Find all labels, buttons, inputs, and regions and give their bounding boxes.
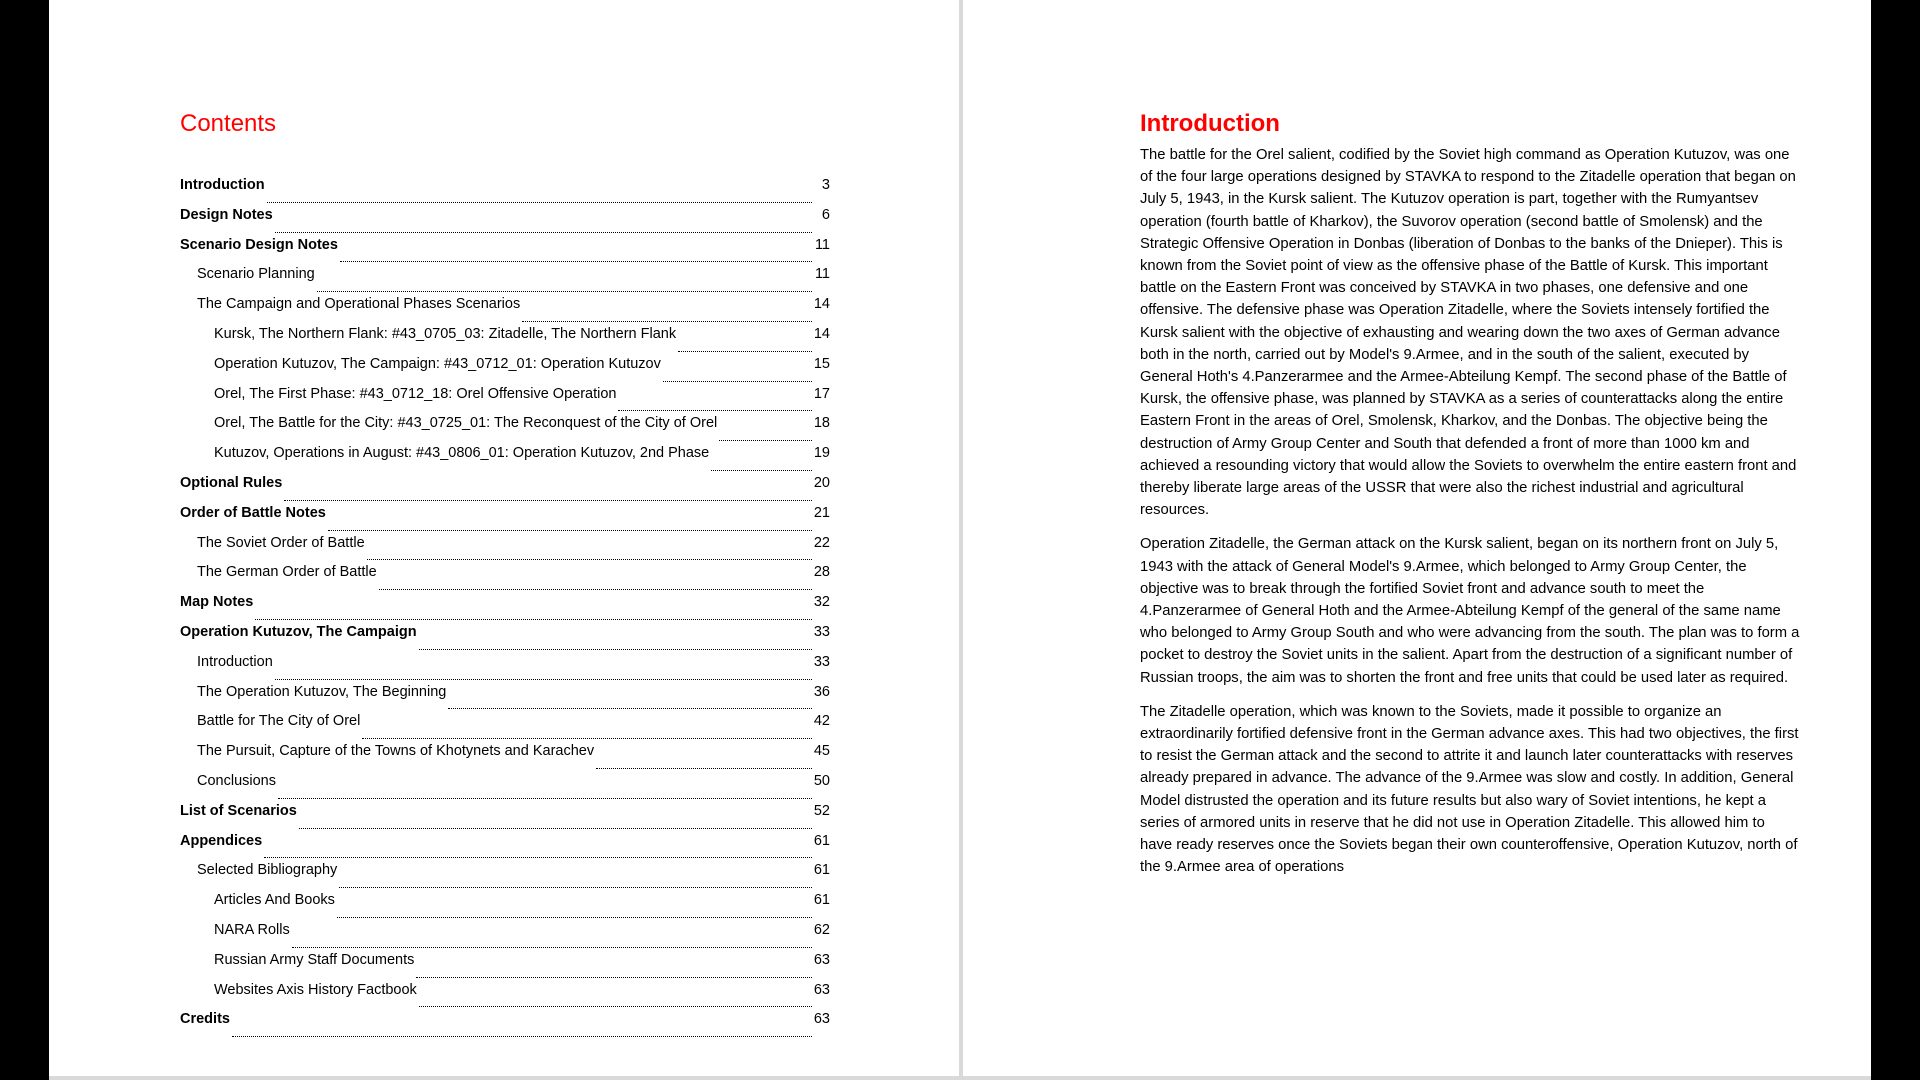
toc-entry-page: 61	[813, 892, 830, 909]
toc-leader-dots	[232, 1036, 812, 1037]
toc-entry-label: Websites Axis History Factbook	[214, 981, 417, 998]
page-introduction	[963, 0, 1871, 1076]
toc-entry[interactable]	[180, 505, 830, 535]
toc-leader-dots	[663, 381, 812, 382]
toc-entry-label: Optional Rules	[180, 474, 283, 491]
toc-entry-page: 63	[813, 951, 830, 968]
toc-leader-dots	[255, 619, 812, 620]
toc-entry[interactable]	[180, 535, 830, 565]
toc-entry-label: Battle for The City of Orel	[197, 713, 361, 730]
intro-paragraph: The Zitadelle operation, which was known to the Soviets, made it possible to organize an extraordinarily fortified defensive front in the German advance axes. This had two objectives, the first to resist the German attack and the second to attrite it and launch later counterattacks with reserves already prepared in advance. The advance of the 9.Armee was slow and costly. In addition, General Model distrusted the operation and its future results but also wary of Soviet intentions, he kept a series of armored units in reserve that he did not use in Operation Zitadelle. This allowed him to have ready reserves once the Soviets began their own counteroffensive, Operation Kutuzov, north of the 9.Armee area of operations	[1140, 703, 1799, 876]
toc-entry-page: 61	[813, 862, 830, 879]
intro-paragraph: Operation Zitadelle, the German attack on the Kursk salient, began on its northern front on July 5, 1943 with the attack of General Model's 9.Armee, which belonged to Army Group Center, the objective was to break through the fortified Soviet front and advance south to meet the 4.Panzerarmee of General Hoth and the Armee-Abteilung Kempf of the general of the same name who belonged to Army Group South and who were advancing from the south. The plan was to form a pocket to destroy the Soviet units in the salient. Apart from the destruction of a significant number of Russian troops, the aim was to shorten the front and free units that could be used later as required.	[1140, 536, 1800, 686]
toc-entry-page: 15	[813, 355, 830, 372]
page-contents	[49, 0, 959, 1076]
toc-entry-page: 28	[813, 564, 830, 581]
toc-entry[interactable]	[180, 892, 830, 922]
toc-entry-label: The Pursuit, Capture of the Towns of Khotynets and Karachev	[197, 743, 595, 760]
toc-entry[interactable]	[180, 743, 830, 773]
table-of-contents	[180, 177, 830, 1041]
toc-leader-dots	[339, 887, 812, 888]
toc-entry[interactable]	[180, 475, 830, 505]
toc-entry[interactable]	[180, 922, 830, 952]
intro-heading: Introduction	[1140, 110, 1280, 137]
toc-entry-page: 14	[813, 296, 830, 313]
toc-leader-dots	[618, 410, 811, 411]
toc-entry-label: Operation Kutuzov, The Campaign: #43_0712_01: Operation Kutuzov	[214, 355, 661, 372]
toc-leader-dots	[337, 917, 812, 918]
toc-entry[interactable]	[180, 833, 830, 863]
toc-entry-label: Credits	[180, 1011, 230, 1028]
toc-entry-page: 63	[813, 981, 830, 998]
document-viewport[interactable]	[49, 0, 1871, 1080]
toc-leader-dots	[719, 440, 812, 441]
toc-entry-label: Conclusions	[197, 772, 276, 789]
toc-entry-page: 61	[813, 832, 830, 849]
toc-entry[interactable]	[180, 326, 830, 356]
toc-entry-label: Kursk, The Northern Flank: #43_0705_03: Zitadelle, The Northern Flank	[214, 325, 677, 342]
intro-body	[1140, 144, 1800, 891]
toc-entry-label: Selected Bibliography	[197, 862, 338, 879]
toc-leader-dots	[379, 589, 812, 590]
toc-entry[interactable]	[180, 684, 830, 714]
toc-entry[interactable]	[180, 624, 830, 654]
toc-entry-page: 33	[813, 653, 830, 670]
toc-leader-dots	[522, 321, 812, 322]
toc-entry[interactable]	[180, 1011, 830, 1041]
toc-entry-page: 19	[813, 445, 830, 462]
toc-entry-page: 52	[813, 802, 830, 819]
toc-entry-page: 22	[813, 534, 830, 551]
toc-entry-page: 17	[813, 385, 830, 402]
toc-leader-dots	[292, 947, 812, 948]
toc-entry[interactable]	[180, 982, 830, 1012]
toc-entry-label: The Soviet Order of Battle	[197, 534, 365, 551]
toc-leader-dots	[362, 738, 812, 739]
toc-entry-page: 14	[813, 325, 830, 342]
toc-entry[interactable]	[180, 713, 830, 743]
toc-leader-dots	[340, 261, 812, 262]
toc-entry-label: List of Scenarios	[180, 802, 297, 819]
toc-entry-page: 63	[813, 1011, 830, 1028]
toc-entry-page: 20	[813, 474, 830, 491]
toc-entry-page: 50	[813, 772, 830, 789]
toc-entry[interactable]	[180, 415, 830, 445]
toc-entry-label: Orel, The First Phase: #43_0712_18: Orel Offensive Operation	[214, 385, 617, 402]
toc-entry-label: Articles And Books	[214, 892, 335, 909]
toc-entry-label: Scenario Planning	[197, 266, 315, 283]
toc-entry-page: 11	[814, 266, 830, 283]
toc-entry-label: Scenario Design Notes	[180, 236, 338, 253]
toc-leader-dots	[267, 202, 812, 203]
toc-entry-label: Design Notes	[180, 206, 273, 223]
toc-entry-label: Appendices	[180, 832, 263, 849]
toc-entry[interactable]	[180, 952, 830, 982]
toc-entry[interactable]	[180, 803, 830, 833]
toc-entry-page: 18	[813, 415, 830, 432]
toc-leader-dots	[419, 1006, 812, 1007]
toc-entry[interactable]	[180, 237, 830, 267]
toc-leader-dots	[416, 977, 811, 978]
toc-entry[interactable]	[180, 654, 830, 684]
toc-entry-page: 21	[813, 504, 830, 521]
toc-entry-label: The Operation Kutuzov, The Beginning	[197, 683, 447, 700]
toc-entry-label: Orel, The Battle for the City: #43_0725_01: The Reconquest of the City of Orel	[214, 415, 718, 432]
toc-entry-label: Operation Kutuzov, The Campaign	[180, 623, 417, 640]
toc-leader-dots	[284, 500, 812, 501]
toc-entry-page: 42	[813, 713, 830, 730]
toc-leader-dots	[419, 649, 812, 650]
toc-entry-label: NARA Rolls	[214, 921, 290, 938]
toc-leader-dots	[317, 291, 812, 292]
toc-entry[interactable]	[180, 386, 830, 416]
toc-entry-page: 33	[813, 623, 830, 640]
toc-leader-dots	[711, 470, 812, 471]
toc-entry-page: 11	[814, 236, 830, 253]
toc-entry-label: The Campaign and Operational Phases Scenarios	[197, 296, 521, 313]
toc-entry[interactable]	[180, 266, 830, 296]
toc-entry[interactable]	[180, 445, 830, 475]
toc-leader-dots	[275, 679, 812, 680]
toc-entry[interactable]	[180, 207, 830, 237]
toc-entry-label: Map Notes	[180, 594, 254, 611]
toc-entry[interactable]	[180, 564, 830, 594]
toc-entry-page: 36	[813, 683, 830, 700]
toc-entry-page: 62	[813, 921, 830, 938]
toc-entry[interactable]	[180, 296, 830, 326]
toc-leader-dots	[448, 708, 812, 709]
toc-leader-dots	[328, 530, 812, 531]
toc-entry-label: Introduction	[197, 653, 273, 670]
toc-leader-dots	[596, 768, 812, 769]
toc-leader-dots	[275, 232, 812, 233]
toc-entry-label: Kutuzov, Operations in August: #43_0806_01: Operation Kutuzov, 2nd Phase	[214, 445, 710, 462]
toc-leader-dots	[278, 798, 812, 799]
toc-entry-label: The German Order of Battle	[197, 564, 377, 581]
toc-entry-label: Introduction	[180, 177, 265, 193]
toc-entry[interactable]	[180, 177, 830, 207]
toc-leader-dots	[367, 559, 812, 560]
toc-entry-page: 45	[813, 743, 830, 760]
intro-paragraph: The battle for the Orel salient, codified by the Soviet high command as Operation Kutuzov, was one of the four large operations designed by STAVKA to respond to the Zitadelle operation that began on July 5, 1943, in the Kursk salient. The Kutuzov operation is part, together with the Rumyantsev operation (fourth battle of Kharkov), the Suvorov operation (second battle of Smolensk) and the Strategic Offensive Operation in Donbas (liberation of Donbas to the banks of the Dnieper). This is known from the Soviet point of view as the offensive phase of the Battle of Kursk. This important battle on the Eastern Front was conceived by STAVKA in two phases, one defensive and one offensive. The defensive phase was Operation Zitadelle, where the Soviets intensely fortified the Kursk salient with the objective of exhausting and wearing down the two axes of German advance both in the north, carried out by Model's 9.Armee, and in the south of the salient, executed by General Hoth's 4.Panzerarmee and the Armee-Abteilung Kempf. The second phase of the Battle of Kursk, the offensive phase, was planned by STAVKA as a series of counterattacks along the entire Eastern Front in the areas of Orel, Smolensk, Kharkov, and the Donbas. The objective being the destruction of Army Group Center and South that defended a front of more than 1000 km and achieved a resounding victory that would allow the Soviets to overwhelm the entire eastern front and thereby liberate large areas of the USSR that were also the richest industrial and agricultural resources.	[1140, 147, 1797, 519]
toc-entry[interactable]	[180, 356, 830, 386]
toc-leader-dots	[264, 857, 812, 858]
toc-entry[interactable]	[180, 594, 830, 624]
toc-leader-dots	[299, 828, 812, 829]
toc-entry[interactable]	[180, 862, 830, 892]
toc-heading: Contents	[180, 110, 277, 137]
toc-entry-page: 6	[821, 206, 830, 223]
toc-entry-page: 3	[821, 177, 830, 193]
toc-leader-dots	[678, 351, 812, 352]
toc-entry[interactable]	[180, 773, 830, 803]
toc-entry-label: Order of Battle Notes	[180, 504, 326, 521]
toc-entry-label: Russian Army Staff Documents	[214, 951, 415, 968]
toc-entry-page: 32	[813, 594, 830, 611]
